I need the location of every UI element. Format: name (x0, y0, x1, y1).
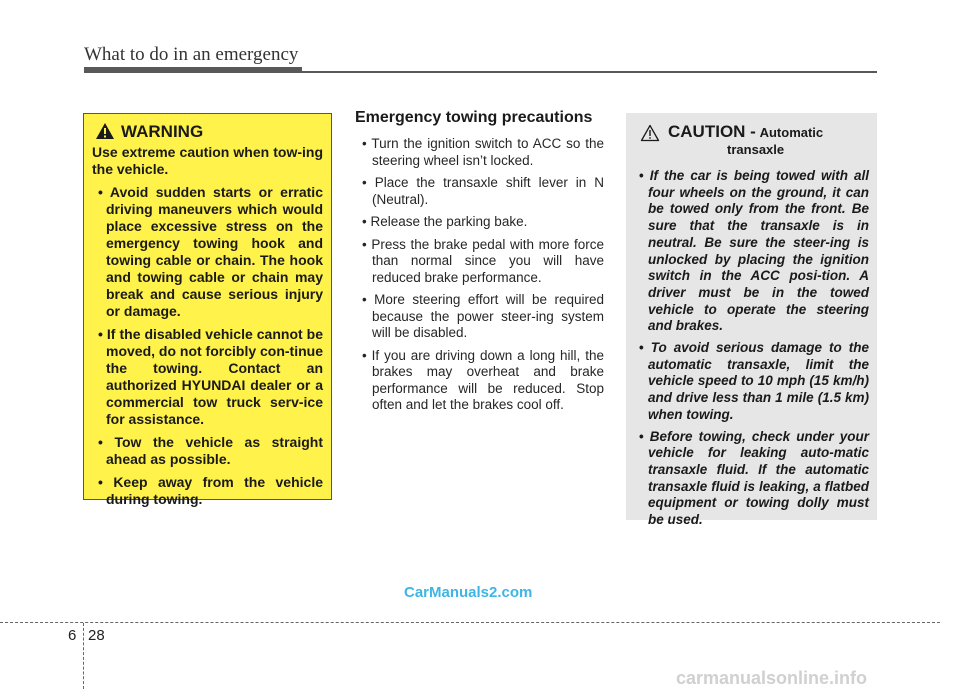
precaution-item: • Place the transaxle shift lever in N (Neutral). (356, 175, 604, 208)
precaution-item: • Press the brake pedal with more force than normal since you will have reduced brake performance. (356, 237, 604, 287)
section-title: Emergency towing precautions (355, 109, 593, 126)
warning-item: • Tow the vehicle as straight ahead as possible. (92, 434, 323, 468)
warning-title: WARNING (121, 121, 204, 141)
warning-triangle-icon (95, 122, 115, 140)
caution-title: CAUTION - (668, 122, 756, 141)
caution-header (640, 123, 869, 158)
page-header-title: What to do in an emergency (84, 44, 299, 65)
precautions-list (356, 136, 604, 420)
caution-item: • Before towing, check under your vehicle for leaking auto-matic transaxle fluid. If the automatic transaxle fluid is leaking, a flatbed equipment or towing dolly must be used. (634, 429, 869, 529)
footer-divider (83, 623, 84, 689)
page-number: 28 (88, 627, 105, 644)
caution-subtitle: Automatic (759, 125, 824, 140)
warning-item: • Avoid sudden starts or erratic driving maneuvers which would place excessive stress on the emergency towing hook and towing cable or chain. The hook and towing cable or chain may break and cause serious injury or damage. (92, 184, 323, 320)
warning-header (95, 122, 323, 140)
caution-triangle-icon (640, 124, 660, 142)
precaution-item: • Release the parking bake. (356, 214, 604, 231)
caution-subtitle-second-line: transaxle (727, 142, 785, 157)
header-rule (84, 71, 877, 73)
caution-box (626, 113, 877, 528)
watermark-link[interactable]: CarManuals2.com (404, 584, 533, 601)
page-section-number: 6 (68, 627, 77, 644)
precaution-item: • If you are driving down a long hill, the brakes may overheat and brake performance will be reduced. Stop often and let the brakes cool off. (356, 348, 604, 414)
precaution-item: • More steering effort will be required because the power steer-ing system will be disabled. (356, 292, 604, 342)
footer-site-watermark: carmanualsonline.info (676, 668, 868, 688)
caution-item: • To avoid serious damage to the automatic transaxle, limit the vehicle speed to 10 mph (15 km/h) and drive less than 1 mile (1.5 km) when towing. (634, 340, 869, 424)
footer-rule (0, 622, 940, 623)
caution-item: • If the car is being towed with all four wheels on the ground, it can be towed only from the front. Be sure that the transaxle is in neutral. Be sure the steer-ing is unlocked by placing the ignition switch in the ACC posi-tion. A driver must be in the towed vehicle to operate the steering and brakes. (634, 168, 869, 335)
warning-intro: Use extreme caution when tow-ing the vehicle. (92, 144, 323, 177)
warning-item: • Keep away from the vehicle during towing. (92, 474, 323, 508)
precaution-item: • Turn the ignition switch to ACC so the steering wheel isn’t locked. (356, 136, 604, 169)
warning-item: • If the disabled vehicle cannot be moved, do not forcibly con-tinue the towing. Contact an authorized HYUNDAI dealer or a commercial tow truck serv-ice for assistance. (92, 326, 323, 428)
warning-box (83, 113, 332, 507)
